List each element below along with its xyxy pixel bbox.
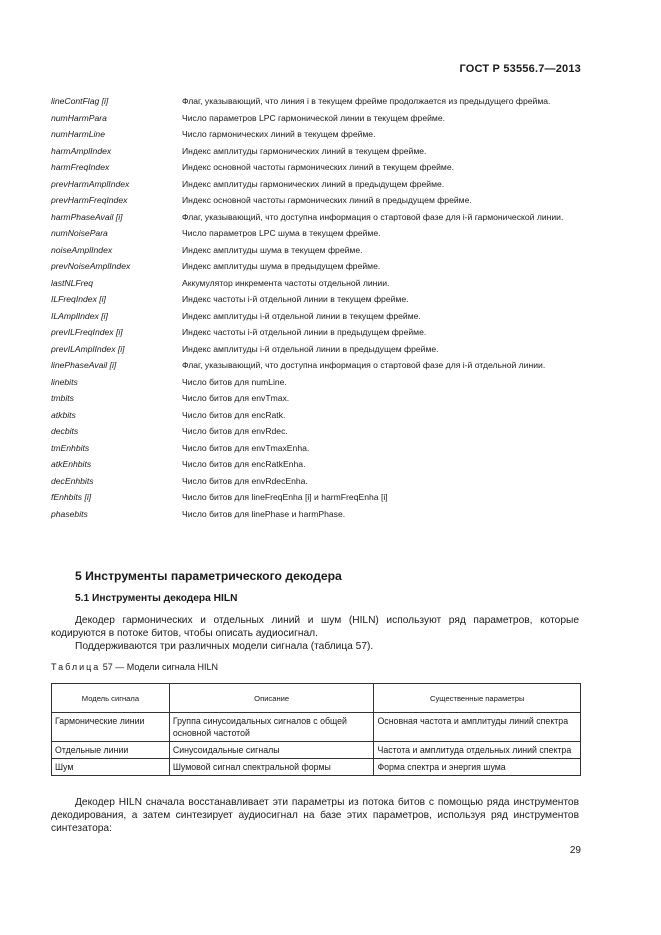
definition-desc: Число битов для envRdec. bbox=[182, 426, 288, 436]
definition-row bbox=[51, 443, 579, 455]
definition-desc: Число битов для envTmax. bbox=[182, 393, 290, 403]
definition-term: lineContFlag [i] bbox=[51, 96, 109, 106]
definition-row bbox=[51, 179, 579, 191]
definition-desc: Число параметров LPC гармонической линии в текущем фрейме. bbox=[182, 112, 445, 123]
table-cell: Синусоидальные сигналы bbox=[169, 742, 374, 759]
column-header: Описание bbox=[169, 684, 374, 713]
definition-row bbox=[51, 278, 579, 290]
definition-row bbox=[51, 113, 579, 125]
definition-row bbox=[51, 492, 579, 504]
definition-term: prevHarmFreqIndex bbox=[51, 195, 128, 205]
definition-row bbox=[51, 426, 579, 438]
definition-row bbox=[51, 228, 579, 240]
paragraph-models bbox=[51, 640, 579, 653]
definition-desc: Число битов для envRdecEnha. bbox=[182, 475, 308, 486]
table-cell: Шумовой сигнал спектральной формы bbox=[169, 759, 374, 776]
column-header: Существенные параметры bbox=[374, 684, 581, 713]
definition-term: ILFreqIndex [i] bbox=[51, 294, 106, 304]
table-row bbox=[52, 713, 581, 742]
definition-row bbox=[51, 96, 579, 108]
definition-desc: Индекс амплитуды i-й отдельной линии в текущем фрейме. bbox=[182, 310, 421, 321]
definition-desc: Флаг, указывающий, что линия i в текущем фрейме продолжается из предыдущего фрейма. bbox=[182, 96, 551, 106]
table-cell: Отдельные линии bbox=[52, 742, 170, 759]
definition-row bbox=[51, 162, 579, 174]
definition-desc: Индекс частоты i-й отдельной линии в текущем фрейме. bbox=[182, 294, 409, 304]
definition-desc: Индекс частоты i-й отдельной линии в предыдущем фрейме. bbox=[182, 327, 427, 337]
table-header-row bbox=[52, 684, 581, 713]
definition-desc: Число битов для envTmaxEnha. bbox=[182, 442, 310, 453]
definition-term: numHarmLine bbox=[51, 129, 105, 139]
paragraph-text: Поддерживаются три различных модели сигнала (таблица 57). bbox=[75, 641, 374, 652]
paragraph-text: Декодер HILN сначала восстанавливает эти параметры из потока битов с помощью ряда инструментов декодирования, а затем синтезирует аудиосигнал на базе этих параметров, используя ряд инструментов синтезатора: bbox=[51, 797, 579, 834]
definition-term: atkEnhbits bbox=[51, 459, 92, 469]
definition-term: noiseAmplIndex bbox=[51, 244, 113, 255]
definition-row bbox=[51, 294, 579, 306]
definition-row bbox=[51, 129, 579, 141]
definition-desc: Число битов для numLine. bbox=[182, 376, 287, 387]
definition-term: lastNLFreq bbox=[51, 277, 94, 288]
definition-desc: Индекс амплитуды i-й отдельной линии в предыдущем фрейме. bbox=[182, 343, 439, 354]
definition-term: fEnhbits [i] bbox=[51, 492, 92, 502]
definition-row bbox=[51, 393, 579, 405]
definition-row bbox=[51, 410, 579, 422]
caption-label: Таблица bbox=[51, 662, 101, 672]
paragraph-text: Декодер гармонических и отдельных линий и шум (HILN) используют ряд параметров, которые кодируются в потоке битов, чтобы описать аудиосигнал. bbox=[51, 615, 579, 639]
definition-desc: Индекс основной частоты гармонических линий в предыдущем фрейме. bbox=[182, 195, 472, 205]
definition-term: decbits bbox=[51, 426, 79, 436]
definition-desc: Число битов для encRatkEnha. bbox=[182, 459, 306, 469]
definition-row bbox=[51, 195, 579, 207]
document-standard-number: ГОСТ Р 53556.7—2013 bbox=[459, 63, 581, 75]
subsection-heading: 5.1 Инструменты декодера HILN bbox=[75, 593, 238, 604]
definition-desc: Число битов для linePhase и harmPhase. bbox=[182, 508, 346, 519]
definition-desc: Число параметров LPC шума в текущем фрейме. bbox=[182, 228, 381, 238]
definition-row bbox=[51, 459, 579, 471]
definition-desc: Индекс амплитуды гармонических линий в текущем фрейме. bbox=[182, 145, 427, 156]
section-heading: 5 Инструменты параметрического декодера bbox=[75, 569, 342, 583]
definition-desc: Флаг, указывающий, что доступна информация о стартовой фазе для i-й отдельной линии. bbox=[182, 360, 546, 370]
definition-desc: Флаг, указывающий, что доступна информация о стартовой фазе для i-й гармонической линии. bbox=[182, 211, 564, 222]
caption-text: 57 — Модели сигнала HILN bbox=[100, 662, 218, 672]
definition-term: linebits bbox=[51, 376, 78, 387]
definition-term: harmAmplIndex bbox=[51, 145, 112, 156]
paragraph-decoder bbox=[51, 796, 579, 835]
definition-term: linePhaseAvail [i] bbox=[51, 360, 117, 370]
definition-term: prevILAmplIndex [i] bbox=[51, 343, 125, 354]
definition-desc: Число битов для encRatk. bbox=[182, 409, 286, 420]
definition-term: numHarmPara bbox=[51, 112, 107, 123]
definition-desc: Число гармонических линий в текущем фрейме. bbox=[182, 129, 376, 139]
definition-row bbox=[51, 344, 579, 356]
definition-term: prevNoiseAmplIndex bbox=[51, 261, 131, 271]
definition-desc: Индекс амплитуды гармонических линий в предыдущем фрейме. bbox=[182, 178, 445, 189]
table-cell: Гармонические линии bbox=[52, 713, 170, 742]
definition-term: harmFreqIndex bbox=[51, 162, 110, 172]
definition-term: ILAmplIndex [i] bbox=[51, 310, 108, 321]
table-row bbox=[52, 742, 581, 759]
definition-desc: Индекс амплитуды шума в предыдущем фрейме. bbox=[182, 261, 381, 271]
definition-row bbox=[51, 476, 579, 488]
definition-desc: Число битов для lineFreqEnha [i] и harmFreqEnha [i] bbox=[182, 492, 388, 502]
definition-term: decEnhbits bbox=[51, 475, 94, 486]
column-header: Модель сигнала bbox=[52, 684, 170, 713]
definition-term: harmPhaseAvail [i] bbox=[51, 211, 123, 222]
definition-desc: Аккумулятор инкремента частоты отдельной линии. bbox=[182, 277, 390, 288]
table-row bbox=[52, 759, 581, 776]
table-cell: Форма спектра и энергия шума bbox=[374, 759, 581, 776]
table-cell: Шум bbox=[52, 759, 170, 776]
signal-models-table bbox=[51, 683, 581, 776]
definition-row bbox=[51, 245, 579, 257]
definition-row bbox=[51, 146, 579, 158]
definition-term: tmbits bbox=[51, 393, 74, 403]
definition-row bbox=[51, 509, 579, 521]
table-caption bbox=[51, 662, 218, 672]
definition-term: prevILFreqIndex [i] bbox=[51, 327, 123, 337]
table-cell: Группа синусоидальных сигналов с общей основной частотой bbox=[169, 713, 374, 742]
definition-desc: Индекс амплитуды шума в текущем фрейме. bbox=[182, 244, 363, 255]
definition-row bbox=[51, 360, 579, 372]
definitions-list bbox=[51, 96, 579, 525]
definition-term: prevHarmAmplIndex bbox=[51, 178, 130, 189]
table-cell: Частота и амплитуда отдельных линий спектра bbox=[374, 742, 581, 759]
definition-term: phasebits bbox=[51, 508, 88, 519]
table-cell: Основная частота и амплитуды линий спектра bbox=[374, 713, 581, 742]
definition-row bbox=[51, 212, 579, 224]
page-number: 29 bbox=[569, 845, 581, 856]
definition-row bbox=[51, 377, 579, 389]
definition-desc: Индекс основной частоты гармонических линий в текущем фрейме. bbox=[182, 162, 454, 172]
definition-term: tmEnhbits bbox=[51, 442, 90, 453]
definition-term: numNoisePara bbox=[51, 228, 108, 238]
definition-row bbox=[51, 311, 579, 323]
definition-row bbox=[51, 327, 579, 339]
paragraph-intro bbox=[51, 614, 579, 640]
definition-row bbox=[51, 261, 579, 273]
definition-term: atkbits bbox=[51, 409, 76, 420]
